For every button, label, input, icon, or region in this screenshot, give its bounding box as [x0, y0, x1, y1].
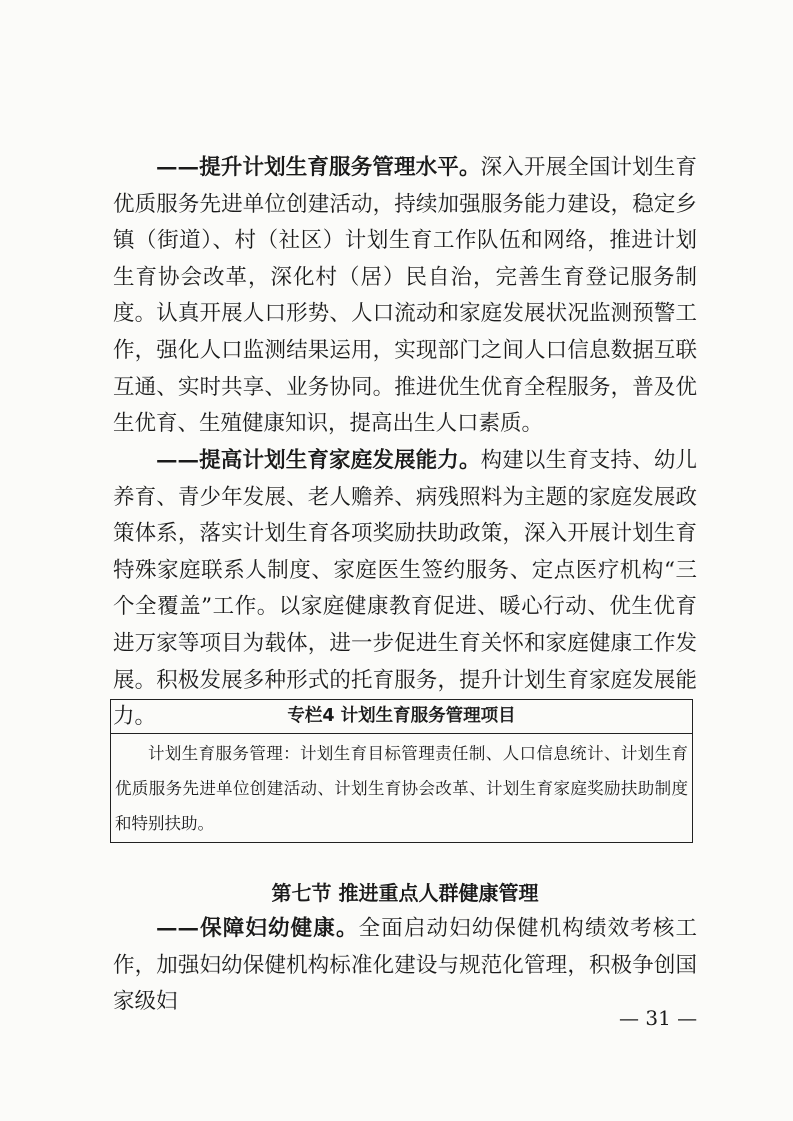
page-number: — 31 —: [619, 1006, 698, 1030]
paragraph-text: 全面启动妇幼保健机构绩效考核工作，加强妇幼保健机构标准化建设与规范化管理，积极争创国家级妇: [113, 916, 697, 1015]
paragraph-lead: ——提高计划生育家庭发展能力。: [156, 448, 481, 473]
section-title: 第七节 推进重点人群健康管理: [271, 881, 539, 905]
column-box: [110, 699, 693, 843]
paragraph-text: 深入开展全国计划生育优质服务先进单位创建活动，持续加强服务能力建设，稳定乡镇（街道）、村（社区）计划生育工作队伍和网络，推进计划生育协会改革，深化村（居）民自治，完善生育登记服务制度。认真开展人口形势、人口流动和家庭发展状况监测预警工作，强化人口监测结果运用，实现部门之间人口信息数据互联互通、实时共享、业务协同。推进优生优育全程服务，普及优生优育、生殖健康知识，提高出生人口素质。: [113, 155, 697, 437]
column-box-title: 专栏4 计划生育服务管理项目: [111, 700, 692, 734]
paragraph-lead: ——提升计划生育服务管理水平。: [156, 155, 481, 180]
paragraph-family-planning-service: [113, 150, 697, 443]
paragraph-lead: ——保障妇幼健康。: [156, 916, 359, 941]
paragraph-maternal-child-health: [113, 911, 697, 1021]
paragraph-family-development: [113, 443, 697, 736]
column-box-body: 计划生育服务管理：计划生育目标管理责任制、人口信息统计、计划生育优质服务先进单位创建活动、计划生育协会改革、计划生育家庭奖励扶助制度和特别扶助。: [115, 744, 688, 833]
paragraph-text: 构建以生育支持、幼儿养育、青少年发展、老人赡养、病残照料为主题的家庭发展政策体系，落实计划生育各项奖励扶助政策，深入开展计划生育特殊家庭联系人制度、家庭医生签约服务、定点医疗机构“三个全覆盖”工作。以家庭健康教育促进、暖心行动、优生优育进万家等项目为载体，进一步促进生育关怀和家庭健康工作发展。积极发展多种形式的托育服务，提升计划生育家庭发展能力。: [113, 448, 697, 730]
